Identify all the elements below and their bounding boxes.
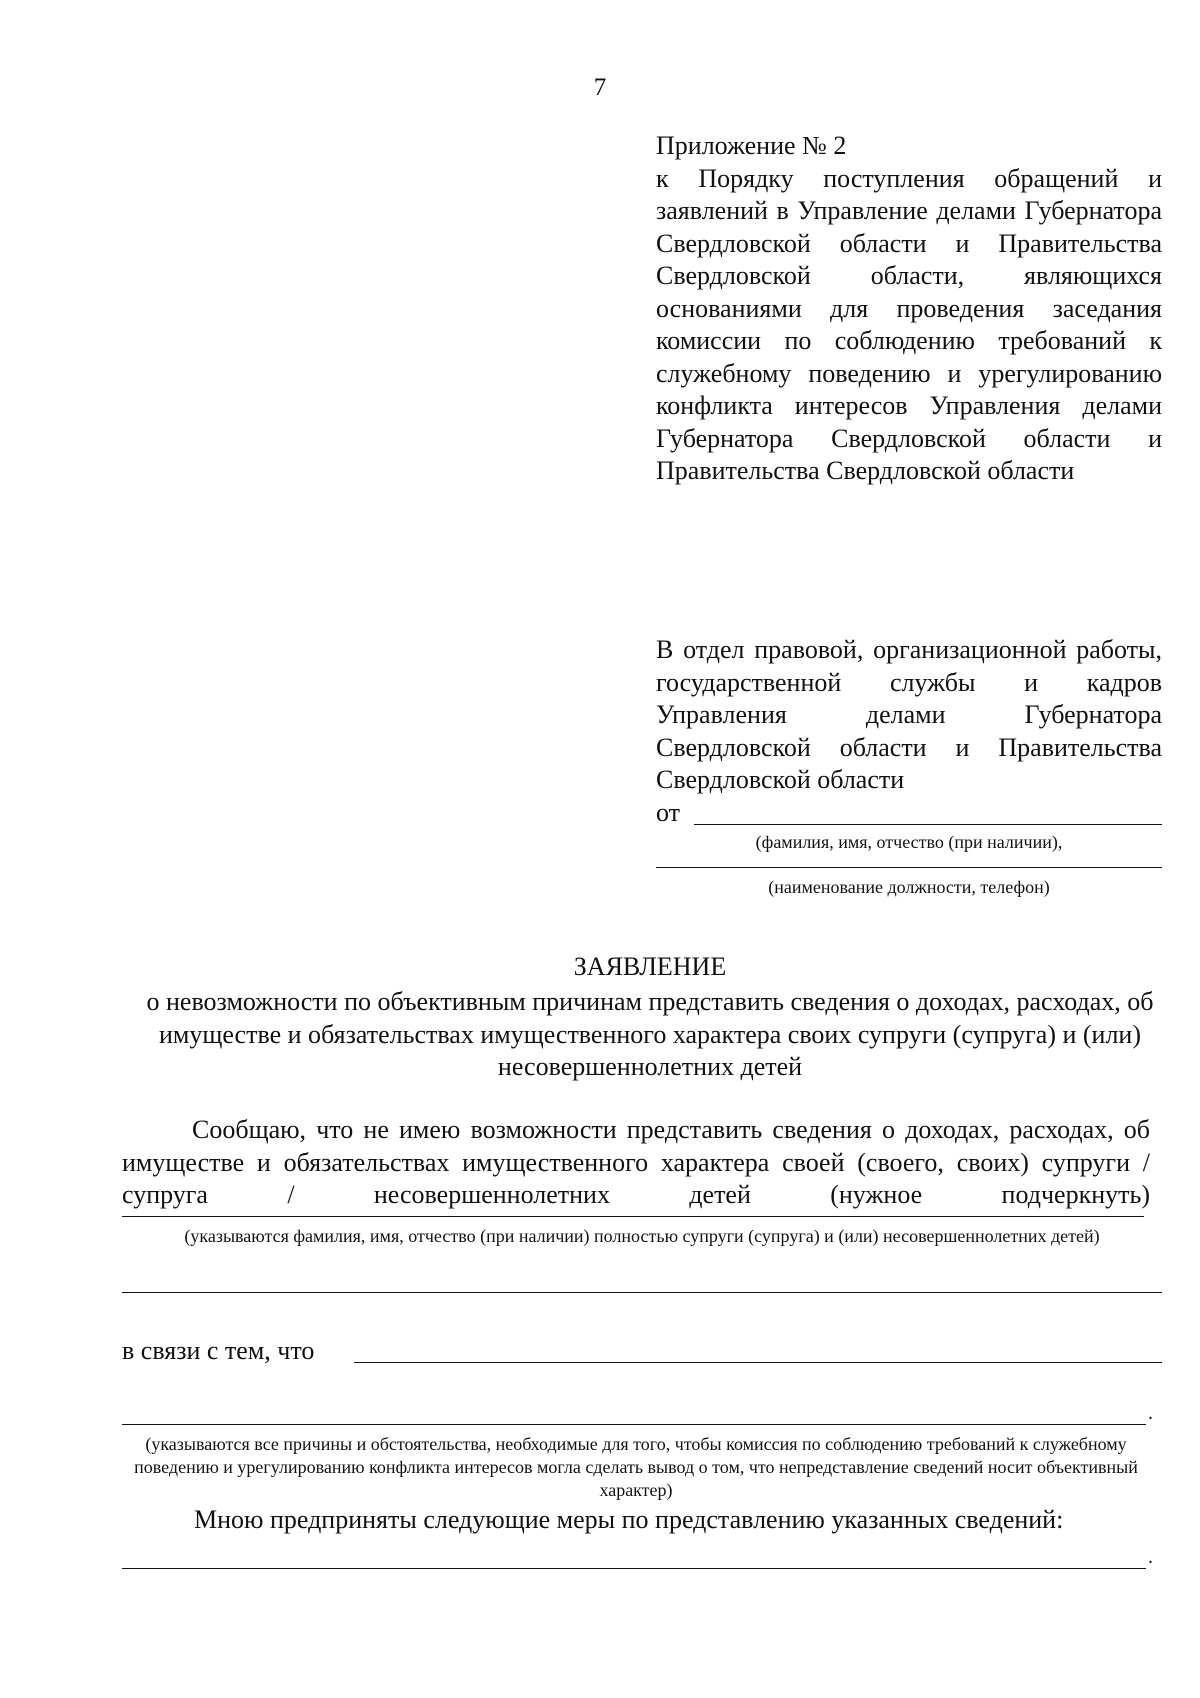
document-subtitle: о невозможности по объективным причинам представить сведения о доходах, расходах, об имуществе и обязательствах имущественного характера своих супруги (супруга) и (или) несовершеннолетних детей	[146, 987, 1154, 1081]
appendix-header	[656, 130, 1162, 488]
from-row	[656, 797, 1162, 829]
from-name-field[interactable]	[694, 824, 1162, 825]
document-title: ЗАЯВЛЕНИЕ	[573, 952, 727, 981]
statement-text: Сообщаю, что не имею возможности представить сведения о доходах, расходах, об имуществе и обязательствах имущественного характера своей (своего, своих) супруги / супруга / несовершеннолетних детей (нужное подчеркнуть)	[122, 1115, 1150, 1209]
from-label: от	[656, 797, 681, 827]
position-field[interactable]	[656, 853, 1162, 868]
appendix-body: к Порядку поступления обращений и заявлений в Управление делами Губернатора Свердловской области и Правительства Свердловской области, являющихся основаниями для проведения заседания комиссии по соблюдению требований к служебному поведению и урегулированию конфликта интересов Управления делами Губернатора Свердловской области и Правительства Свердловской области	[656, 163, 1162, 485]
persons-caption: (указываются фамилия, имя, отчество (при наличии) полностью супруги (супруга) и (или) несовершеннолетних детей)	[184, 1226, 1100, 1246]
measures-text: Мною предприняты следующие меры по представлению указанных сведений:	[194, 1505, 1064, 1534]
from-caption: (фамилия, имя, отчество (при наличии),	[755, 831, 1063, 852]
persons-field-2[interactable]	[122, 1292, 1162, 1293]
appendix-title: Приложение № 2	[656, 131, 847, 160]
addressee-block	[656, 634, 1162, 898]
addressee-body: В отдел правовой, организационной работы, государственной службы и кадров Управления делами Губернатора Свердловской области и Правительства Свердловской области	[656, 635, 1162, 794]
reason-field-2[interactable]	[122, 1424, 1146, 1425]
reason-label: в связи с тем, что	[122, 1336, 315, 1365]
measures-end-dot: .	[1148, 1546, 1153, 1568]
page-number: 7	[593, 74, 607, 101]
reason-end-dot: .	[1148, 1402, 1153, 1424]
position-caption: (наименование должности, телефон)	[768, 876, 1050, 897]
measures-field[interactable]	[122, 1568, 1146, 1569]
reason-field[interactable]	[354, 1362, 1162, 1363]
persons-field[interactable]	[122, 1216, 1144, 1217]
reason-caption: (указываются все причины и обстоятельства, необходимые для того, чтобы комиссия по соблюдению требований к служебному поведению и урегулированию конфликта интересов могла сделать вывод о том, что непредставление сведений носит объективный характер)	[134, 1434, 1138, 1500]
